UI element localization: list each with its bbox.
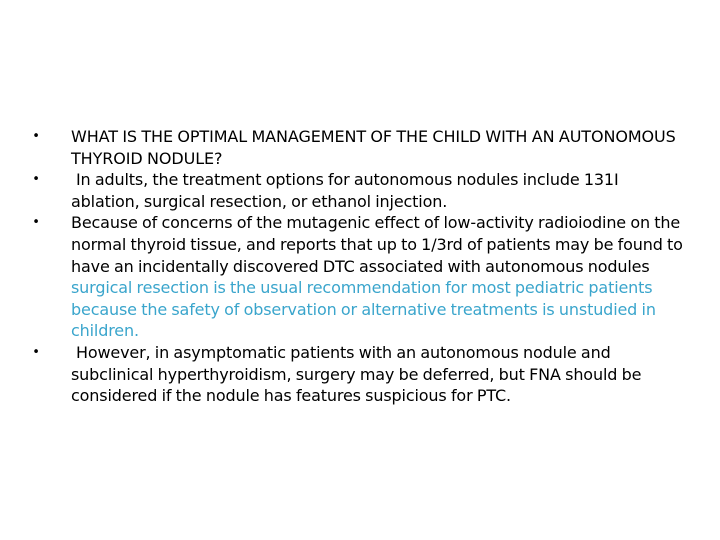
bullet-text: However, in asymptomatic patients with an autonomous nodule and subclinical hyperthyroidism, surgery may be deferred, but FNA should be considered if the nodule has features suspicious for PTC. <box>71 342 646 406</box>
bullet-point: • <box>32 172 40 188</box>
question-heading: WHAT IS THE OPTIMAL MANAGEMENT OF THE CHILD WITH AN AUTONOMOUS THYROID NODULE? <box>71 127 676 168</box>
bullet-item-adult-options <box>30 169 690 212</box>
highlighted-recommendation: surgical resection is the usual recommendation for most pediatric patients because the safety of observation or alternative treatments is unstudied in children. <box>71 278 656 341</box>
bullet-item-pediatric-recommendation <box>30 212 690 342</box>
bullet-item-question <box>30 126 690 169</box>
bullet-text: In adults, the treatment options for autonomous nodules include 131I ablation, surgical resection, or ethanol injection. <box>71 170 623 211</box>
bullet-list <box>30 126 690 407</box>
bullet-point: • <box>32 344 40 360</box>
bullet-point: • <box>32 215 40 231</box>
bullet-point: • <box>32 129 40 144</box>
bullet-item-asymptomatic-patients <box>30 342 690 407</box>
bullet-text: Because of concerns of the mutagenic effect of low-activity radioiodine on the normal thyroid tissue, and reports that up to 1/3rd of patients may be found to have an incidentally discovered DTC associated with autonomous nodules <box>71 213 688 276</box>
